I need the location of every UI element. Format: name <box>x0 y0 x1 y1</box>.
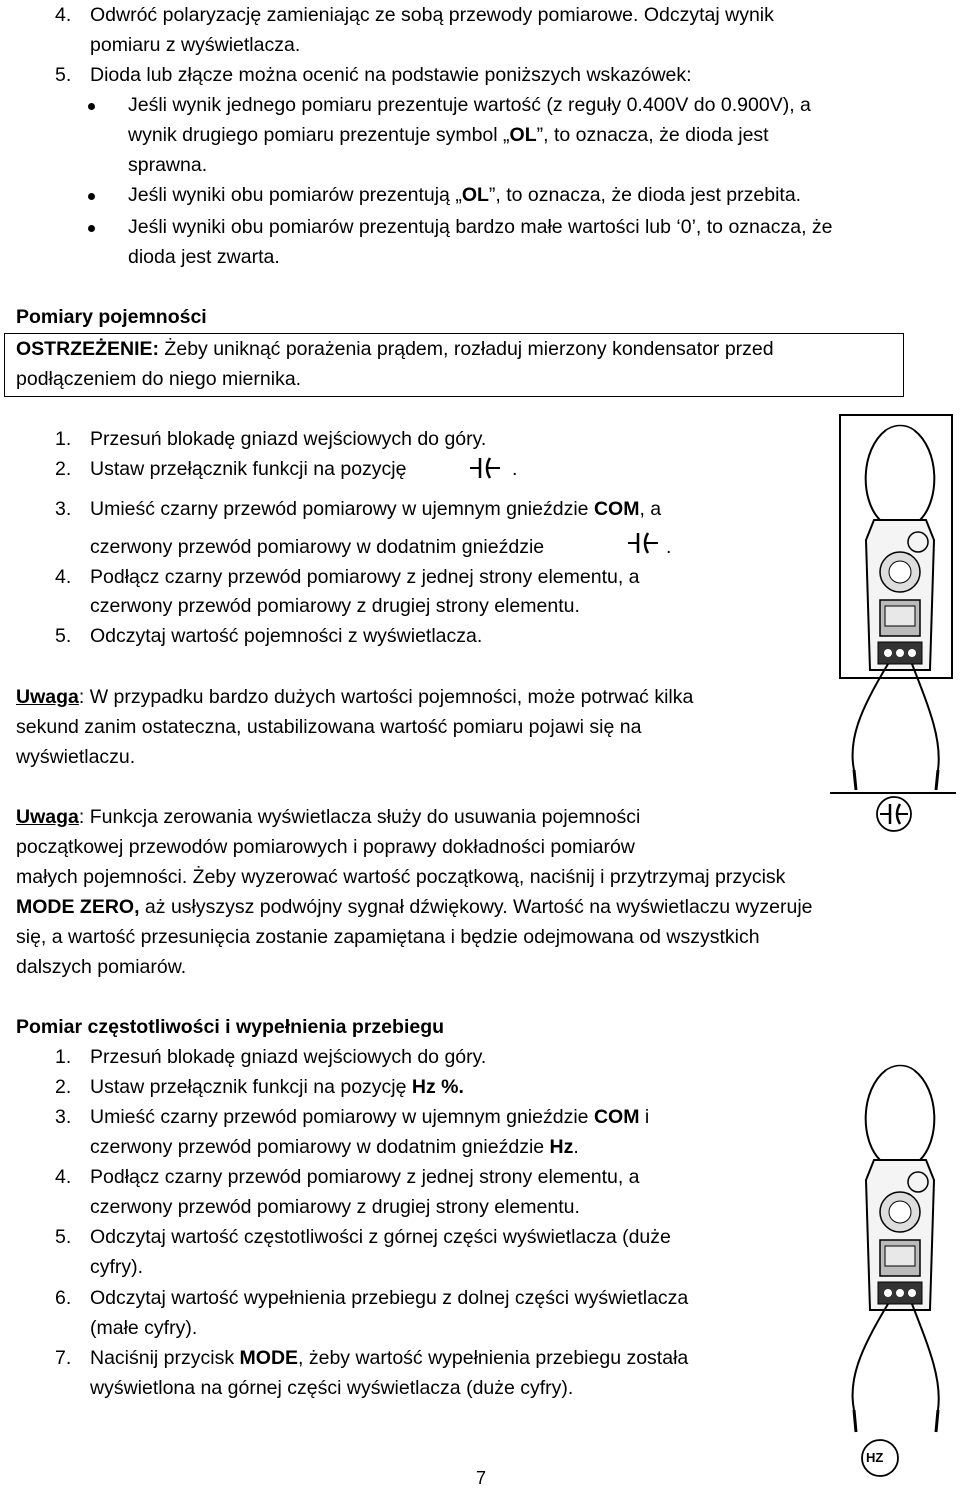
bullet-text: Jeśli wyniki obu pomiarów prezentują „OL”, to oznacza, że dioda jest przebita. <box>128 184 802 206</box>
bullet-text: wynik drugiego pomiaru prezentuje symbol „OL”, to oznacza, że dioda jest <box>128 124 769 146</box>
list-item-text: Podłącz czarny przewód pomiarowy z jednej strony elementu, a <box>90 566 640 588</box>
bullet-text: dioda jest zwarta. <box>128 246 280 268</box>
page-number: 7 <box>476 1468 487 1488</box>
list-number: 5. <box>55 625 72 647</box>
note-text: małych pojemności. Żeby wyzerować wartość początkową, naciśnij i przytrzymaj przycisk <box>16 866 786 888</box>
warning-text: podłączeniem do niego miernika. <box>16 368 302 390</box>
list-number: 3. <box>55 1106 72 1128</box>
list-item-text: Podłącz czarny przewód pomiarowy z jednej strony elementu, a <box>90 1166 640 1188</box>
list-item-text: . <box>512 458 518 480</box>
note-text: się, a wartość przesunięcia zostanie zapamiętana i będzie odejmowana od wszystkich <box>16 926 760 948</box>
capacitor-icon <box>468 455 504 481</box>
bullet-marker <box>88 103 95 110</box>
clamp-meter-figure-hz <box>830 1060 958 1488</box>
list-item-text: pomiaru z wyświetlacza. <box>90 34 301 56</box>
list-number: 4. <box>55 4 72 26</box>
list-item-text: Ustaw przełącznik funkcji na pozycję Hz %. <box>90 1076 464 1098</box>
list-item-text: Dioda lub złącze można ocenić na podstawie poniższych wskazówek: <box>90 64 692 86</box>
list-number: 7. <box>55 1347 72 1369</box>
list-item-text: wyświetlona na górnej części wyświetlacza (duże cyfry). <box>90 1377 574 1399</box>
list-item-text: (małe cyfry). <box>90 1317 198 1339</box>
list-number: 6. <box>55 1287 72 1309</box>
bullet-text: Jeśli wynik jednego pomiaru prezentuje wartość (z reguły 0.400V do 0.900V), a <box>128 94 811 116</box>
note-text: wyświetlaczu. <box>16 746 136 768</box>
list-item-text: . <box>666 536 672 558</box>
note-text: Uwaga: Funkcja zerowania wyświetlacza służy do usuwania pojemności <box>16 806 641 828</box>
section-heading: Pomiar częstotliwości i wypełnienia przebiegu <box>16 1016 445 1038</box>
list-number: 5. <box>55 1226 72 1248</box>
bullet-marker <box>88 193 95 200</box>
list-number: 4. <box>55 566 72 588</box>
list-item-text: czerwony przewód pomiarowy w dodatnim gnieździe <box>90 536 545 558</box>
warning-text: OSTRZEŻENIE: Żeby uniknąć porażenia prądem, rozładuj mierzony kondensator przed <box>16 338 774 360</box>
list-item-text: Odwróć polaryzację zamieniając ze sobą przewody pomiarowe. Odczytaj wynik <box>90 4 774 26</box>
bullet-text: sprawna. <box>128 154 208 176</box>
bullet-text: Jeśli wyniki obu pomiarów prezentują bardzo małe wartości lub ‘0’, to oznacza, że <box>128 216 833 238</box>
note-text: Uwaga: W przypadku bardzo dużych wartości pojemności, może potrwać kilka <box>16 686 694 708</box>
list-item-text: Odczytaj wartość wypełnienia przebiegu z dolnej części wyświetlacza <box>90 1287 689 1309</box>
list-number: 2. <box>55 458 72 480</box>
note-text: dalszych pomiarów. <box>16 956 187 978</box>
list-number: 2. <box>55 1076 72 1098</box>
hz-label: HZ <box>866 1450 884 1465</box>
section-heading: Pomiary pojemności <box>16 306 207 328</box>
note-text: MODE ZERO, aż usłyszysz podwójny sygnał dźwiękowy. Wartość na wyświetlaczu wyzeruje <box>16 896 813 918</box>
list-number: 4. <box>55 1166 72 1188</box>
list-item-text: czerwony przewód pomiarowy z drugiej strony elementu. <box>90 1196 580 1218</box>
list-number: 3. <box>55 498 72 520</box>
list-item-text: Odczytaj wartość pojemności z wyświetlacza. <box>90 625 483 647</box>
list-number: 1. <box>55 428 72 450</box>
bullet-marker <box>88 225 95 232</box>
note-text: początkowej przewodów pomiarowych i poprawy dokładności pomiarów <box>16 836 635 858</box>
list-item-text: Umieść czarny przewód pomiarowy w ujemnym gnieździe COM, a <box>90 498 662 520</box>
list-item-text: czerwony przewód pomiarowy w dodatnim gnieździe Hz. <box>90 1136 579 1158</box>
list-number: 1. <box>55 1046 72 1068</box>
note-text: sekund zanim ostateczna, ustabilizowana wartość pomiaru pojawi się na <box>16 716 642 738</box>
list-item-text: cyfry). <box>90 1256 144 1278</box>
clamp-meter-figure-capacitance <box>830 410 958 840</box>
list-number: 5. <box>55 64 72 86</box>
list-item-text: Umieść czarny przewód pomiarowy w ujemnym gnieździe COM i <box>90 1106 650 1128</box>
list-item-text: Ustaw przełącznik funkcji na pozycję <box>90 458 407 480</box>
list-item-text: Przesuń blokadę gniazd wejściowych do góry. <box>90 428 487 450</box>
list-item-text: Przesuń blokadę gniazd wejściowych do góry. <box>90 1046 487 1068</box>
capacitor-icon <box>626 530 662 556</box>
list-item-text: Odczytaj wartość częstotliwości z górnej części wyświetlacza (duże <box>90 1226 671 1248</box>
list-item-text: Naciśnij przycisk MODE, żeby wartość wypełnienia przebiegu została <box>90 1347 689 1369</box>
list-item-text: czerwony przewód pomiarowy z drugiej strony elementu. <box>90 595 580 617</box>
